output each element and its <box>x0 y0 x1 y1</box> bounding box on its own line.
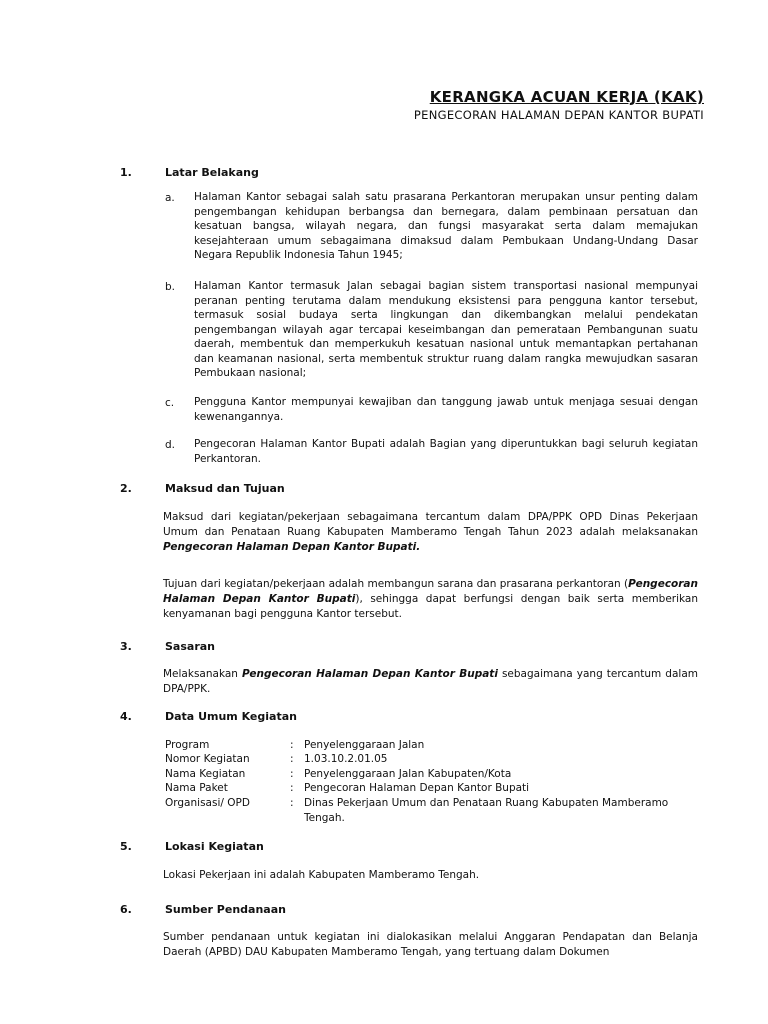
item-text: Pengecoran Halaman Kantor Bupati adalah Bagian yang diperuntukkan bagi seluruh kegiatan Perkantoran. <box>194 438 698 465</box>
field-label: Nama Paket <box>165 782 228 794</box>
field-value: Penyelenggaraan Jalan Kabupaten/Kota <box>304 768 512 780</box>
item-text: Pengguna Kantor mempunyai kewajiban dan tanggung jawab untuk menjaga sesuai dengan kewenangannya. <box>194 396 698 423</box>
section-number: 1. <box>120 166 132 179</box>
tujuan-text: Tujuan dari kegiatan/pekerjaan adalah membangun sarana dan prasarana perkantoran ( <box>163 578 629 590</box>
field-value: Dinas Pekerjaan Umum dan Penataan Ruang Kabupaten Mamberamo Tengah. <box>304 797 669 824</box>
field-label: Organisasi/ OPD <box>165 797 250 809</box>
section-title-sumber: Sumber Pendanaan <box>165 903 286 916</box>
item-text: Halaman Kantor termasuk Jalan sebagai bagian sistem transportasi nasional mempunyai peranan penting terutama dalam mendukung eksistensi para pengguna kantor tersebut, termasuk sosial budaya serta lingkungan dan dikembangkan melalui pendekatan pengembangan wilayah agar tercapai keseimbangan dan pemerataan Pembangunan suatu daerah, membentuk dan memperkukuh kesatuan nasional untuk memantapkan pertahanan dan keamanan nasional, serta membentuk struktur ruang dalam rangka mewujudkan sasaran Pembukaan nasional; <box>194 280 698 379</box>
item-letter: d. <box>165 439 176 451</box>
field-value: 1.03.10.2.01.05 <box>304 753 388 765</box>
field-colon: : <box>290 753 294 765</box>
field-colon: : <box>290 782 294 794</box>
section-title-lokasi: Lokasi Kegiatan <box>165 840 264 853</box>
section-title-latar-belakang: Latar Belakang <box>165 166 259 179</box>
section-title-data-umum: Data Umum Kegiatan <box>165 710 297 723</box>
field-value: Pengecoran Halaman Depan Kantor Bupati <box>304 782 530 794</box>
maksud-text: Maksud dari kegiatan/pekerjaan sebagaimana tercantum dalam DPA/PPK OPD Dinas Pekerjaan Umum dan Penataan Ruang Kabupaten Mamberamo Tengah Tahun 2023 adalah melaksanakan <box>163 511 698 538</box>
section-number: 2. <box>120 482 132 495</box>
tujuan-paragraph <box>163 577 698 622</box>
tujuan-emphasis: Pengecoran Halaman Depan Kantor Bupati <box>163 578 698 605</box>
sumber-paragraph: Sumber pendanaan untuk kegiatan ini dialokasikan melalui Anggaran Pendapatan dan Belanja Daerah (APBD) DAU Kabupaten Mamberamo Tengah, yang tertuang dalam Dokumen <box>163 931 698 958</box>
section-title-sasaran: Sasaran <box>165 640 215 653</box>
field-label: Nomor Kegiatan <box>165 753 250 765</box>
document-subtitle: PENGECORAN HALAMAN DEPAN KANTOR BUPATI <box>413 108 704 122</box>
section-number: 4. <box>120 710 132 723</box>
field-value: Penyelenggaraan Jalan <box>304 739 425 751</box>
sasaran-text-end: sebagaimana yang tercantum dalam DPA/PPK. <box>163 668 698 695</box>
sasaran-text: Melaksanakan <box>163 668 242 680</box>
section-number: 3. <box>120 640 132 653</box>
maksud-emphasis: Pengecoran Halaman Depan Kantor Bupati. <box>163 541 421 553</box>
item-letter: c. <box>165 397 175 409</box>
item-letter: b. <box>165 281 176 293</box>
sasaran-paragraph <box>163 667 698 697</box>
section-number: 6. <box>120 903 132 916</box>
item-letter: a. <box>165 192 175 204</box>
section-number: 5. <box>120 840 132 853</box>
field-colon: : <box>290 768 294 780</box>
field-label: Program <box>165 739 210 751</box>
document-title: KERANGKA ACUAN KERJA (KAK) <box>429 88 704 106</box>
sasaran-emphasis: Pengecoran Halaman Depan Kantor Bupati <box>241 668 498 680</box>
field-colon: : <box>290 739 294 751</box>
section-title-maksud-tujuan: Maksud dan Tujuan <box>165 482 285 495</box>
lokasi-paragraph: Lokasi Pekerjaan ini adalah Kabupaten Mamberamo Tengah. <box>163 869 480 881</box>
maksud-paragraph <box>163 510 698 555</box>
field-label: Nama Kegiatan <box>165 768 246 780</box>
tujuan-text-end: ), sehingga dapat berfungsi dengan baik serta memberikan kenyamanan bagi pengguna Kantor tersebut. <box>163 593 698 620</box>
field-colon: : <box>290 797 294 809</box>
item-text: Halaman Kantor sebagai salah satu prasarana Perkantoran merupakan unsur penting dalam pengembangan kehidupan berbangsa dan bernegara, dalam pembinaan persatuan dan kesatuan bangsa, wilayah negara, dan fungsi masyarakat serta dalam memajukan kesejahteraan umum sebagaimana dimaksud dalam Pembukaan Undang-Undang Dasar Negara Republik Indonesia Tahun 1945; <box>194 191 698 261</box>
